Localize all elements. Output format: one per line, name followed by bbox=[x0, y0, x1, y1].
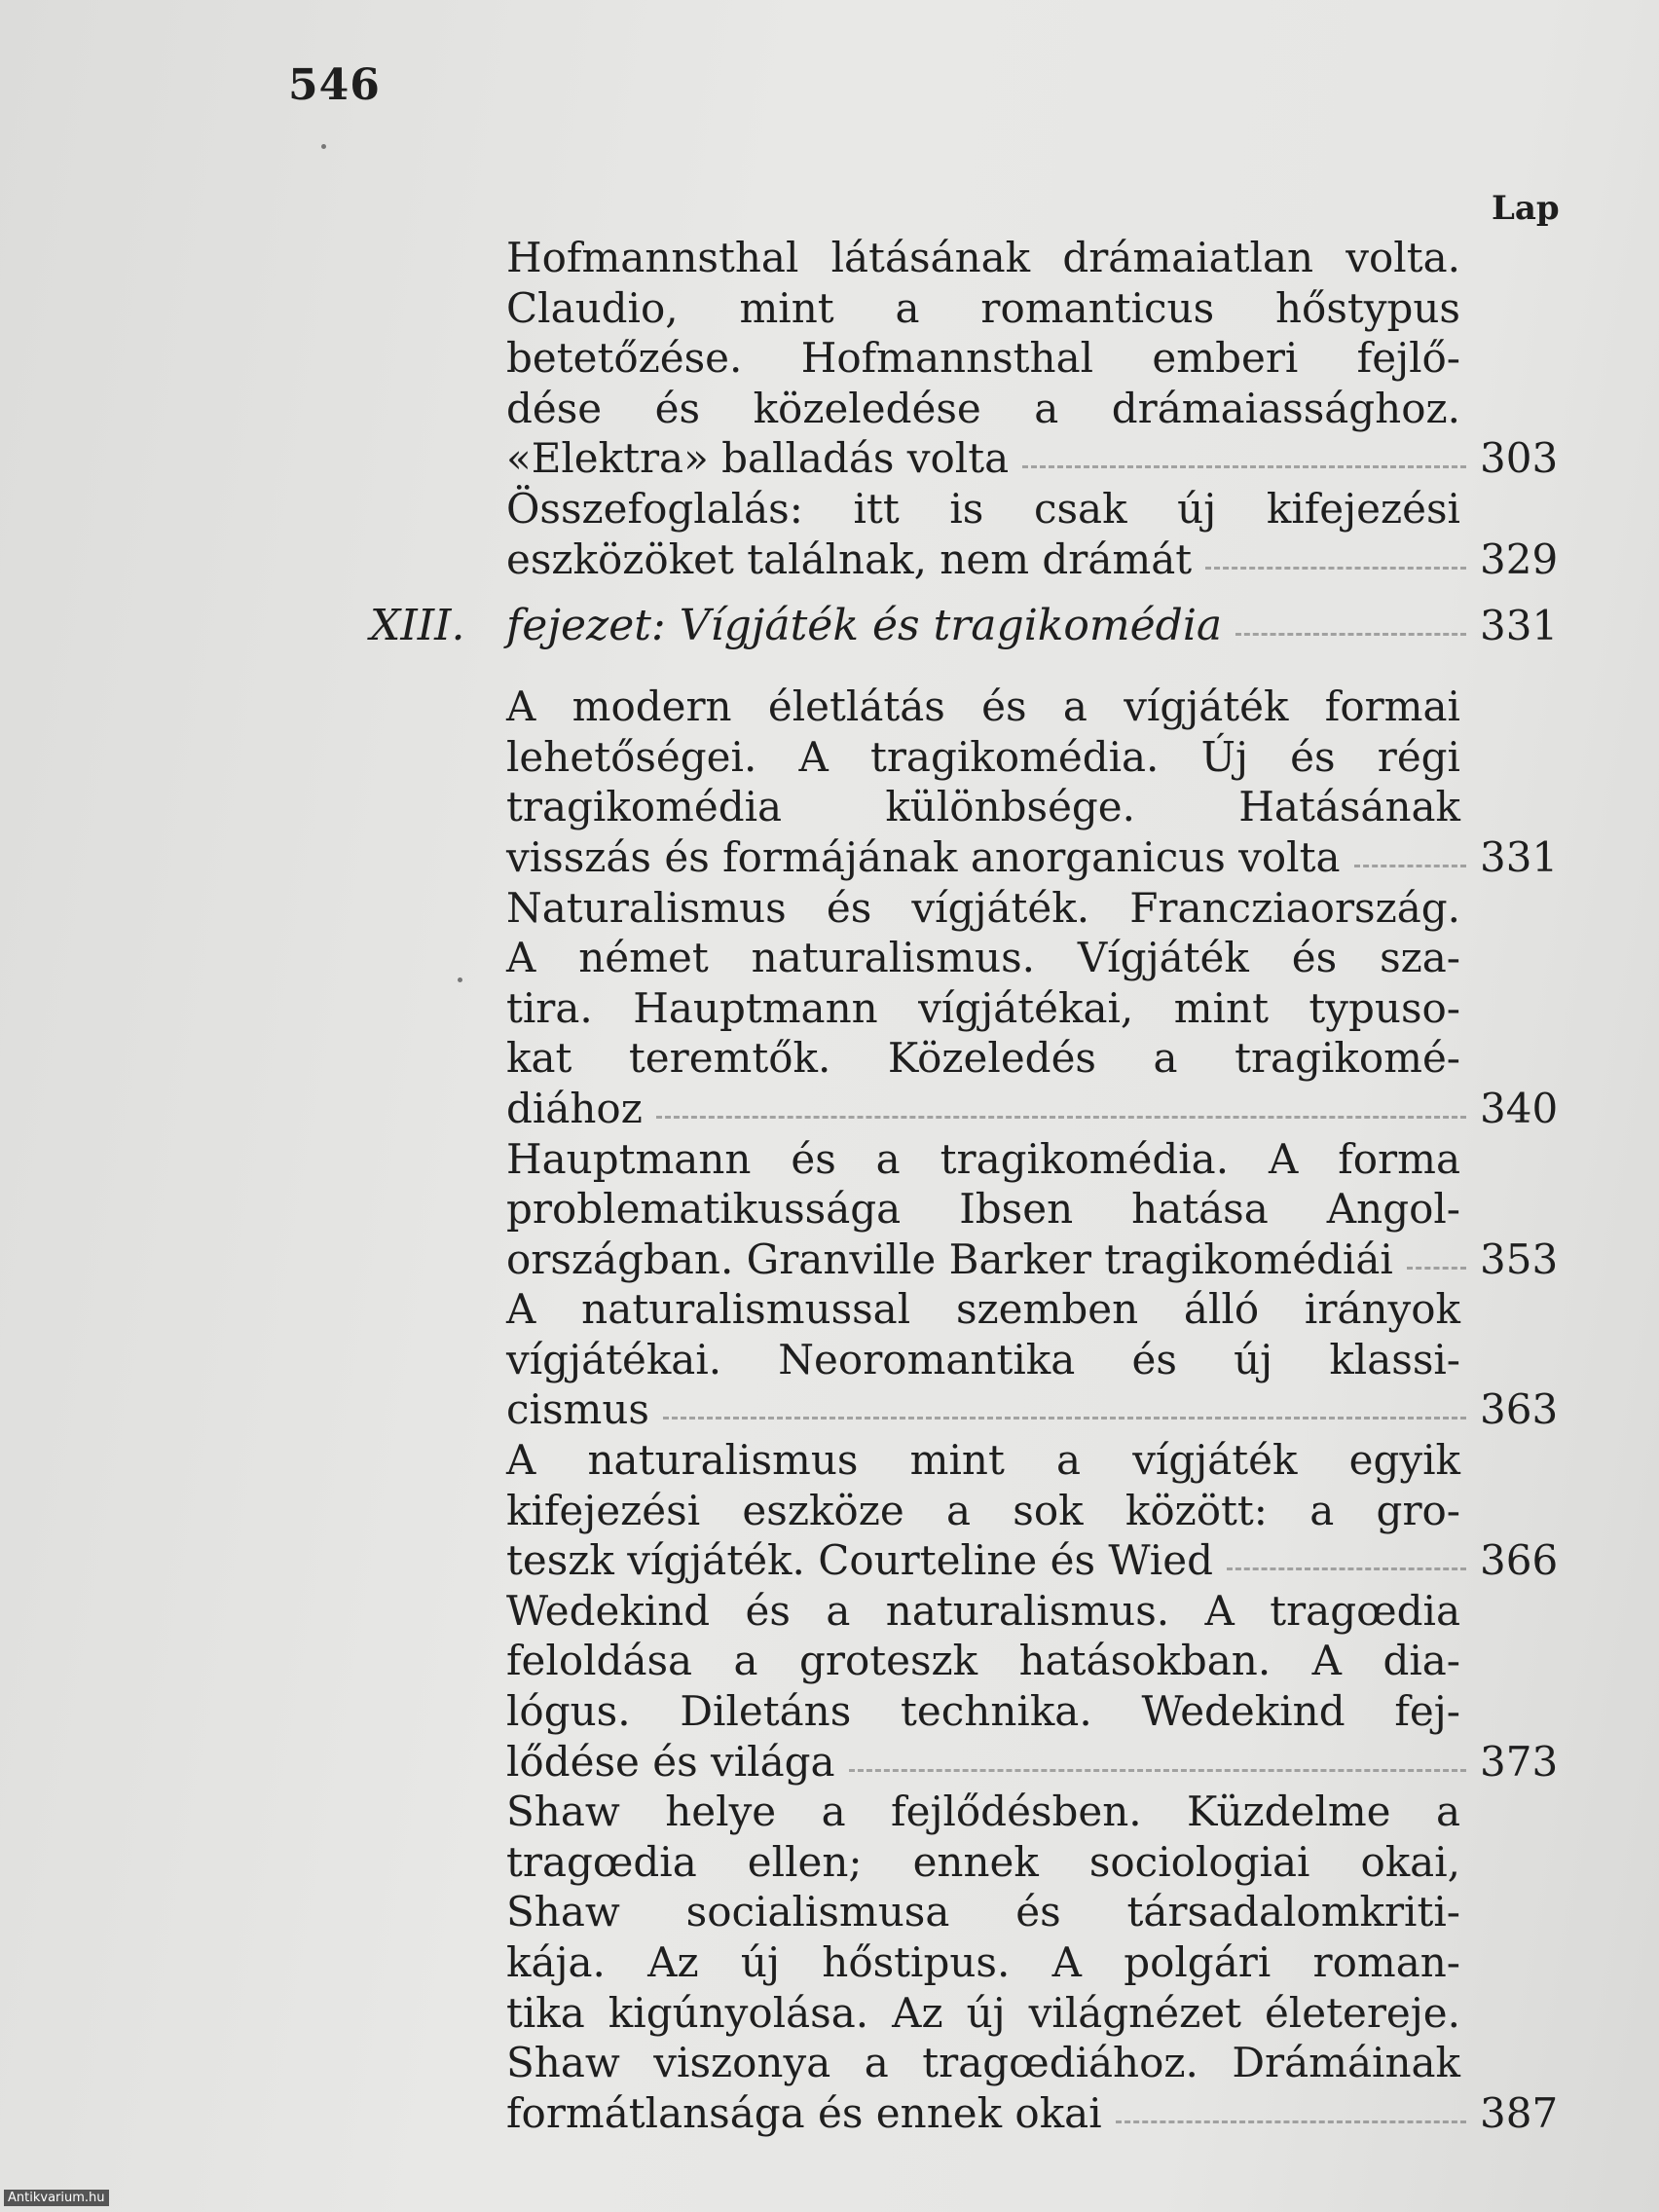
toc-entry-text: Claudio, mint a romanticus hőstypus bbox=[506, 283, 1460, 332]
toc-entry-text: kat teremtők. Közeledés a tragikomé- bbox=[506, 1034, 1460, 1083]
toc-entry-page: 363 bbox=[1480, 1385, 1559, 1434]
dot-leader bbox=[1354, 865, 1466, 867]
toc-entry bbox=[506, 1436, 1558, 1587]
toc-entry-line bbox=[506, 284, 1558, 335]
toc-entry-text: Összefoglalás: itt is csak új kifejezési bbox=[506, 484, 1460, 533]
toc-entry-line bbox=[506, 485, 1558, 535]
toc-entry-line bbox=[506, 234, 1558, 284]
toc-entry-line bbox=[506, 1235, 1558, 1286]
toc-entry-page: 387 bbox=[1480, 2088, 1559, 2137]
toc-entry-line bbox=[506, 783, 1558, 833]
toc-entry-line bbox=[506, 2089, 1558, 2140]
toc-entry-line bbox=[506, 1536, 1558, 1587]
toc-entry-line bbox=[506, 1385, 1558, 1436]
toc-entry-text: «Elektra» balladás volta bbox=[506, 434, 1010, 483]
toc-entry-text: vígjátékai. Neoromantika és új klassi- bbox=[506, 1335, 1460, 1383]
chapter-number: XIII. bbox=[370, 601, 465, 651]
toc-entry-line bbox=[506, 334, 1558, 385]
toc-entry bbox=[506, 1788, 1558, 2139]
toc-entry-line bbox=[506, 1788, 1558, 1838]
toc-entry bbox=[506, 1135, 1558, 1286]
toc-entry-text: Shaw viszonya a tragœdiához. Drámáinak bbox=[506, 2039, 1460, 2087]
toc-entry-text: betetőzése. Hofmannsthal emberi fejlő- bbox=[506, 334, 1460, 383]
toc-entry-line bbox=[506, 1687, 1558, 1738]
toc-entry-line bbox=[506, 833, 1558, 884]
dot-leader bbox=[663, 1417, 1466, 1419]
dot-leader bbox=[1227, 1567, 1466, 1570]
toc-entry-line bbox=[506, 1637, 1558, 1687]
dot-leader bbox=[1235, 633, 1466, 636]
toc-entry-text: Hauptmann és a tragikomédia. A forma bbox=[506, 1134, 1460, 1183]
dot-leader bbox=[1116, 2120, 1466, 2123]
toc-entry-text: tika kigúnyolása. Az új világnézet életereje. bbox=[506, 1988, 1460, 2037]
toc-entry-line bbox=[506, 1938, 1558, 1989]
toc-entry-text: A modern életlátás és a vígjáték formai bbox=[506, 682, 1460, 731]
toc-entry-line bbox=[506, 1436, 1558, 1487]
toc-entry-text: tira. Hauptmann vígjátékai, mint typuso- bbox=[506, 983, 1460, 1032]
toc-entry-text: diához bbox=[506, 1084, 643, 1132]
toc-entry bbox=[506, 682, 1558, 883]
toc-entry-text: formátlansága és ennek okai bbox=[506, 2088, 1102, 2137]
watermark: Antikvarium.hu bbox=[4, 2190, 109, 2206]
toc-entry-line bbox=[506, 1738, 1558, 1788]
toc-entry-line bbox=[506, 884, 1558, 935]
toc-entry-line bbox=[506, 1185, 1558, 1235]
toc-entry-line bbox=[506, 535, 1558, 586]
toc-entry-line bbox=[506, 1888, 1558, 1938]
toc-entry-text: eszközöket találnak, nem drámát bbox=[506, 535, 1193, 583]
toc-entry-page: 366 bbox=[1480, 1536, 1559, 1585]
toc-entry-text: feloldása a groteszk hatásokban. A dia- bbox=[506, 1637, 1460, 1685]
toc-entry-text: visszás és formájának anorganicus volta bbox=[506, 832, 1341, 881]
toc-entry bbox=[506, 884, 1558, 1135]
toc-entry-line bbox=[506, 1587, 1558, 1638]
toc-entry-line bbox=[506, 385, 1558, 435]
toc-entry bbox=[506, 485, 1558, 585]
toc-entry-line bbox=[506, 1085, 1558, 1135]
toc-entry-line bbox=[506, 1135, 1558, 1186]
entries-before-chapter bbox=[506, 234, 1558, 585]
toc-entry-text: lehetőségei. A tragikomédia. Új és régi bbox=[506, 732, 1460, 781]
toc-entry bbox=[506, 234, 1558, 485]
toc-entry-text: lógus. Diletáns technika. Wedekind fej- bbox=[506, 1687, 1460, 1736]
toc-entry-text: A naturalismus mint a vígjáték egyik bbox=[506, 1436, 1460, 1485]
speck bbox=[321, 144, 326, 149]
toc-entry-page: 329 bbox=[1480, 535, 1559, 583]
toc-entry-text: A naturalismussal szemben álló irányok bbox=[506, 1285, 1460, 1334]
toc-entry-line bbox=[506, 434, 1558, 485]
toc-entry-page: 331 bbox=[1480, 832, 1559, 881]
toc-entry-page: 373 bbox=[1480, 1737, 1559, 1786]
toc-entry-text: cismus bbox=[506, 1385, 649, 1434]
toc-entry-text: tragikomédia különbsége. Hatásának bbox=[506, 783, 1460, 831]
toc-entry bbox=[506, 1587, 1558, 1788]
toc-entry-line bbox=[506, 682, 1558, 733]
toc-entry-line bbox=[506, 2039, 1558, 2089]
toc-entry-text: Wedekind és a naturalismus. A tragœdia bbox=[506, 1586, 1460, 1635]
toc-entry-page: 303 bbox=[1480, 434, 1559, 483]
toc-entry-text: teszk vígjáték. Courteline és Wied bbox=[506, 1536, 1213, 1585]
toc-entry-text: Naturalismus és vígjáték. Francziaország. bbox=[506, 883, 1460, 932]
toc-entry-line bbox=[506, 1336, 1558, 1386]
dot-leader bbox=[656, 1116, 1466, 1119]
toc-entry-text: problematikussága Ibsen hatása Angol- bbox=[506, 1185, 1460, 1234]
toc-entry-text: kája. Az új hőstipus. A polgári roman- bbox=[506, 1938, 1460, 1986]
table-of-contents bbox=[370, 234, 1559, 2139]
toc-entry-text: országban. Granville Barker tragikomédiái bbox=[506, 1235, 1393, 1283]
chapter-heading bbox=[370, 601, 1559, 661]
toc-entry-text: Shaw socialismusa és társadalomkriti- bbox=[506, 1888, 1460, 1936]
chapter-page: 331 bbox=[1480, 602, 1559, 650]
dot-leader bbox=[1407, 1267, 1466, 1270]
page-number: 546 bbox=[288, 60, 381, 110]
toc-entry bbox=[506, 1285, 1558, 1436]
dot-leader bbox=[849, 1769, 1466, 1772]
toc-entry-text: dése és közeledése a drámaiassághoz. bbox=[506, 384, 1460, 432]
toc-entry-text: Hofmannsthal látásának drámaiatlan volta. bbox=[506, 234, 1460, 281]
page-column-header: Lap bbox=[1492, 189, 1560, 228]
toc-entry-line bbox=[506, 934, 1558, 984]
toc-entry-text: kifejezési eszköze a sok között: a gro- bbox=[506, 1486, 1460, 1534]
toc-entry-line bbox=[506, 1034, 1558, 1085]
toc-entry-line bbox=[506, 1838, 1558, 1889]
toc-entry-text: Shaw helye a fejlődésben. Küzdelme a bbox=[506, 1788, 1460, 1836]
dot-leader bbox=[1022, 465, 1466, 468]
toc-entry-line bbox=[506, 1487, 1558, 1537]
toc-entry-line bbox=[506, 984, 1558, 1035]
toc-entry-line bbox=[506, 1285, 1558, 1336]
toc-entry-text: lődése és világa bbox=[506, 1737, 835, 1786]
toc-entry-page: 353 bbox=[1480, 1235, 1559, 1283]
entries-after-chapter bbox=[506, 682, 1558, 2139]
toc-entry-page: 340 bbox=[1480, 1084, 1559, 1132]
dot-leader bbox=[1205, 567, 1466, 570]
toc-entry-text: tragœdia ellen; ennek sociologiai okai, bbox=[506, 1837, 1460, 1886]
toc-entry-line bbox=[506, 733, 1558, 784]
speck bbox=[458, 977, 462, 982]
toc-entry-line bbox=[506, 1989, 1558, 2040]
chapter-title: fejezet: Vígjáték és tragikomédia bbox=[506, 601, 1223, 651]
toc-entry-text: A német naturalismus. Vígjáték és sza- bbox=[506, 934, 1460, 982]
